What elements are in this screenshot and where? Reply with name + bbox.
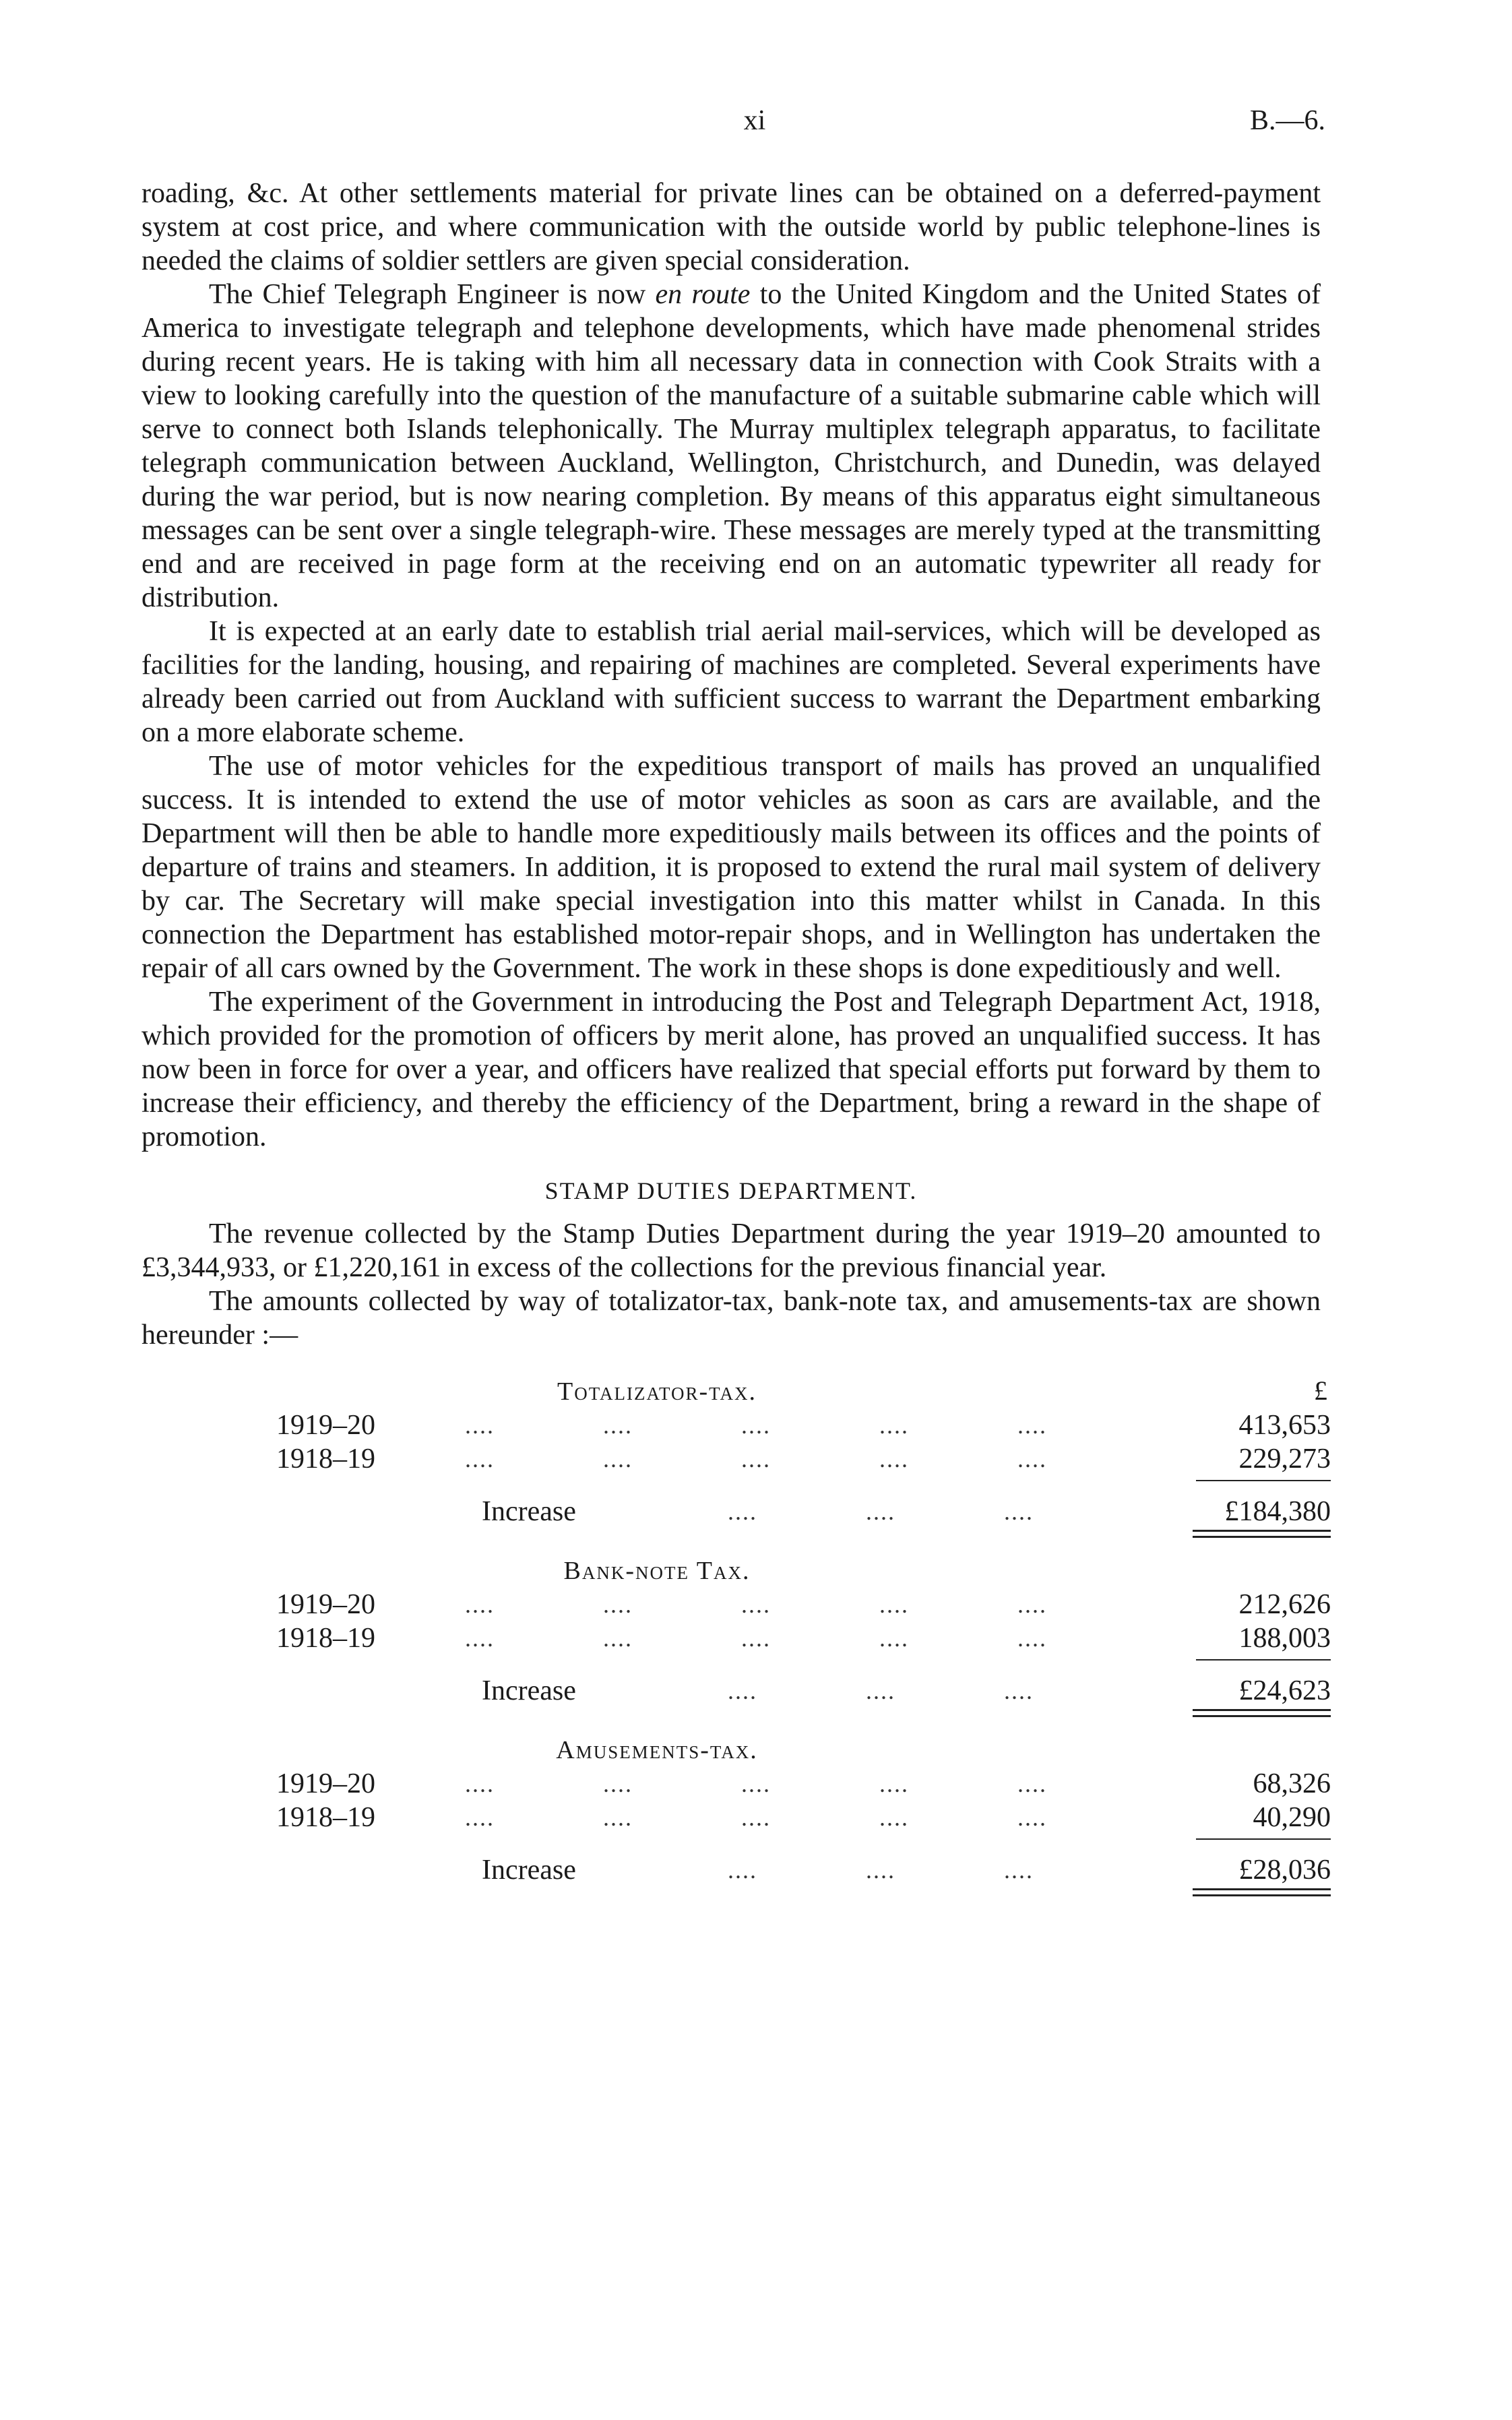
pound-symbol: £ (1314, 1375, 1327, 1406)
sum-rule (1196, 1659, 1331, 1661)
amount-value: 212,626 (1238, 1589, 1331, 1620)
amount-value: 40,290 (1253, 1802, 1331, 1833)
paragraph-roading: roading, &c. At other settlements material for private lines can be obtained on a deferred-payment system at cost price, and where communication with the outside world by public telephone-lines is needed the claims of soldier settlers are given special consideration. (141, 178, 1321, 276)
page-number: xi (743, 105, 766, 136)
leader-dots: .... .... .... .... .... (465, 1770, 1047, 1797)
italic-phrase: en route (655, 279, 751, 310)
total-double-rule (1193, 1709, 1331, 1717)
table-title: Amusements-tax. (556, 1736, 758, 1764)
table-row (141, 1408, 1331, 1442)
table-row (141, 1442, 1331, 1476)
sum-rule (1196, 1480, 1331, 1481)
banknote-table (141, 1554, 1331, 1727)
paragraph-telegraph-engineer (141, 278, 1321, 615)
section-heading: STAMP DUTIES DEPARTMENT. (544, 1177, 918, 1204)
year-label: 1918–19 (276, 1802, 375, 1833)
amusements-table (141, 1733, 1331, 1906)
table-row (141, 1621, 1331, 1655)
leader-dots: .... .... .... (728, 1677, 1034, 1704)
page-body (141, 177, 1331, 1906)
increase-amount: £28,036 (1238, 1855, 1331, 1886)
increase-row (141, 1853, 1331, 1887)
amount-value: 229,273 (1238, 1444, 1331, 1475)
increase-row (141, 1674, 1331, 1708)
page-header (0, 104, 1512, 145)
spacer (141, 1887, 1321, 1906)
paragraph-aerial-mail: It is expected at an early date to establish trial aerial mail-services, which will be developed as facilities for the landing, housing, and repairing of machines are completed. Several experiments have already been carried out from Auckland with sufficient success to warrant the Department embarking on a more elaborate scheme. (141, 616, 1321, 748)
tax-tables (141, 1375, 1331, 1906)
year-label: 1918–19 (276, 1623, 375, 1654)
table-title: Totalizator-tax. (557, 1377, 757, 1406)
sum-rule (1196, 1838, 1331, 1840)
paragraph-amounts-intro: The amounts collected by way of totalizator-tax, bank-note tax, and amusements-tax are shown hereunder :— (141, 1286, 1321, 1351)
leader-dots: .... .... .... .... .... (465, 1804, 1047, 1831)
spacer (141, 1655, 1321, 1674)
spacer (141, 1834, 1321, 1853)
document-reference: B.—6. (1249, 105, 1325, 136)
paragraph-stamp-revenue: The revenue collected by the Stamp Duties Department during the year 1919–20 amounted to £3,344,933, or £1,220,161 in excess of the collections for the previous financial year. (141, 1218, 1321, 1283)
increase-label: Increase (482, 1675, 576, 1706)
paragraph-text: to the United Kingdom and the United States of America to investigate telegraph and telephone developments, which have made phenomenal strides during recent years. He is taking with him all necessary data in connection with Cook Straits with a view to looking carefully into the question of the manufacture of a suitable submarine cable which will serve to connect both Islands telephonically. The Murray multiplex telegraph apparatus, to facilitate telegraph communication between Auckland, Wellington, Christchurch, and Dunedin, was delayed during the war period, but is now nearing completion. By means of this apparatus eight simultaneous messages can be sent over a single telegraph-wire. These messages are merely typed at the transmitting end and are received in page form at the receiving end on an automatic typewriter all ready for distribution. (141, 279, 1321, 613)
amount-value: 413,653 (1238, 1410, 1331, 1441)
spacer (141, 1708, 1321, 1727)
leader-dots: .... .... .... .... .... (465, 1625, 1047, 1652)
table-row (141, 1801, 1331, 1834)
spacer (141, 1476, 1321, 1495)
increase-amount: £24,623 (1238, 1675, 1331, 1706)
leader-dots: .... .... .... .... .... (465, 1446, 1047, 1472)
year-label: 1919–20 (276, 1410, 375, 1441)
increase-label: Increase (482, 1496, 576, 1527)
increase-amount: £184,380 (1224, 1496, 1331, 1527)
leader-dots: .... .... .... .... .... (465, 1412, 1047, 1439)
year-label: 1919–20 (276, 1589, 375, 1620)
increase-row (141, 1495, 1331, 1528)
spacer (141, 1528, 1321, 1547)
table-row (141, 1767, 1331, 1801)
total-double-rule (1193, 1888, 1331, 1896)
year-label: 1918–19 (276, 1444, 375, 1475)
totalizator-table (141, 1375, 1331, 1547)
table-title: Bank-note Tax. (563, 1557, 751, 1585)
total-double-rule (1193, 1530, 1331, 1538)
amount-value: 68,326 (1253, 1768, 1331, 1799)
paragraph-promotion-act: The experiment of the Government in introducing the Post and Telegraph Department Act, 1918, which provided for the promotion of officers by merit alone, has proved an unqualified success. It has now been in force for over a year, and officers have realized that special efforts put forward by them to increase their efficiency, and thereby the efficiency of the Department, bring a reward in the shape of promotion. (141, 987, 1321, 1152)
paragraph-motor-vehicles: The use of motor vehicles for the expeditious transport of mails has proved an unqualified success. It is intended to extend the use of motor vehicles as soon as cars are available, and the Department will then be able to handle more expeditiously mails between its offices and the points of departure of trains and steamers. In addition, it is proposed to extend the rural mail system of delivery by car. The Secretary will make special investigation into this matter whilst in Canada. In this connection the Department has established motor-repair shops, and in Wellington has undertaken the repair of all cars owned by the Government. The work in these shops is done expeditiously and well. (141, 751, 1321, 984)
amount-value: 188,003 (1238, 1623, 1331, 1654)
year-label: 1919–20 (276, 1768, 375, 1799)
increase-label: Increase (482, 1855, 576, 1886)
leader-dots: .... .... .... .... .... (465, 1591, 1047, 1618)
leader-dots: .... .... .... (728, 1498, 1034, 1525)
table-row (141, 1588, 1331, 1621)
leader-dots: .... .... .... (728, 1857, 1034, 1884)
paragraph-text: The Chief Telegraph Engineer is now (209, 279, 656, 310)
